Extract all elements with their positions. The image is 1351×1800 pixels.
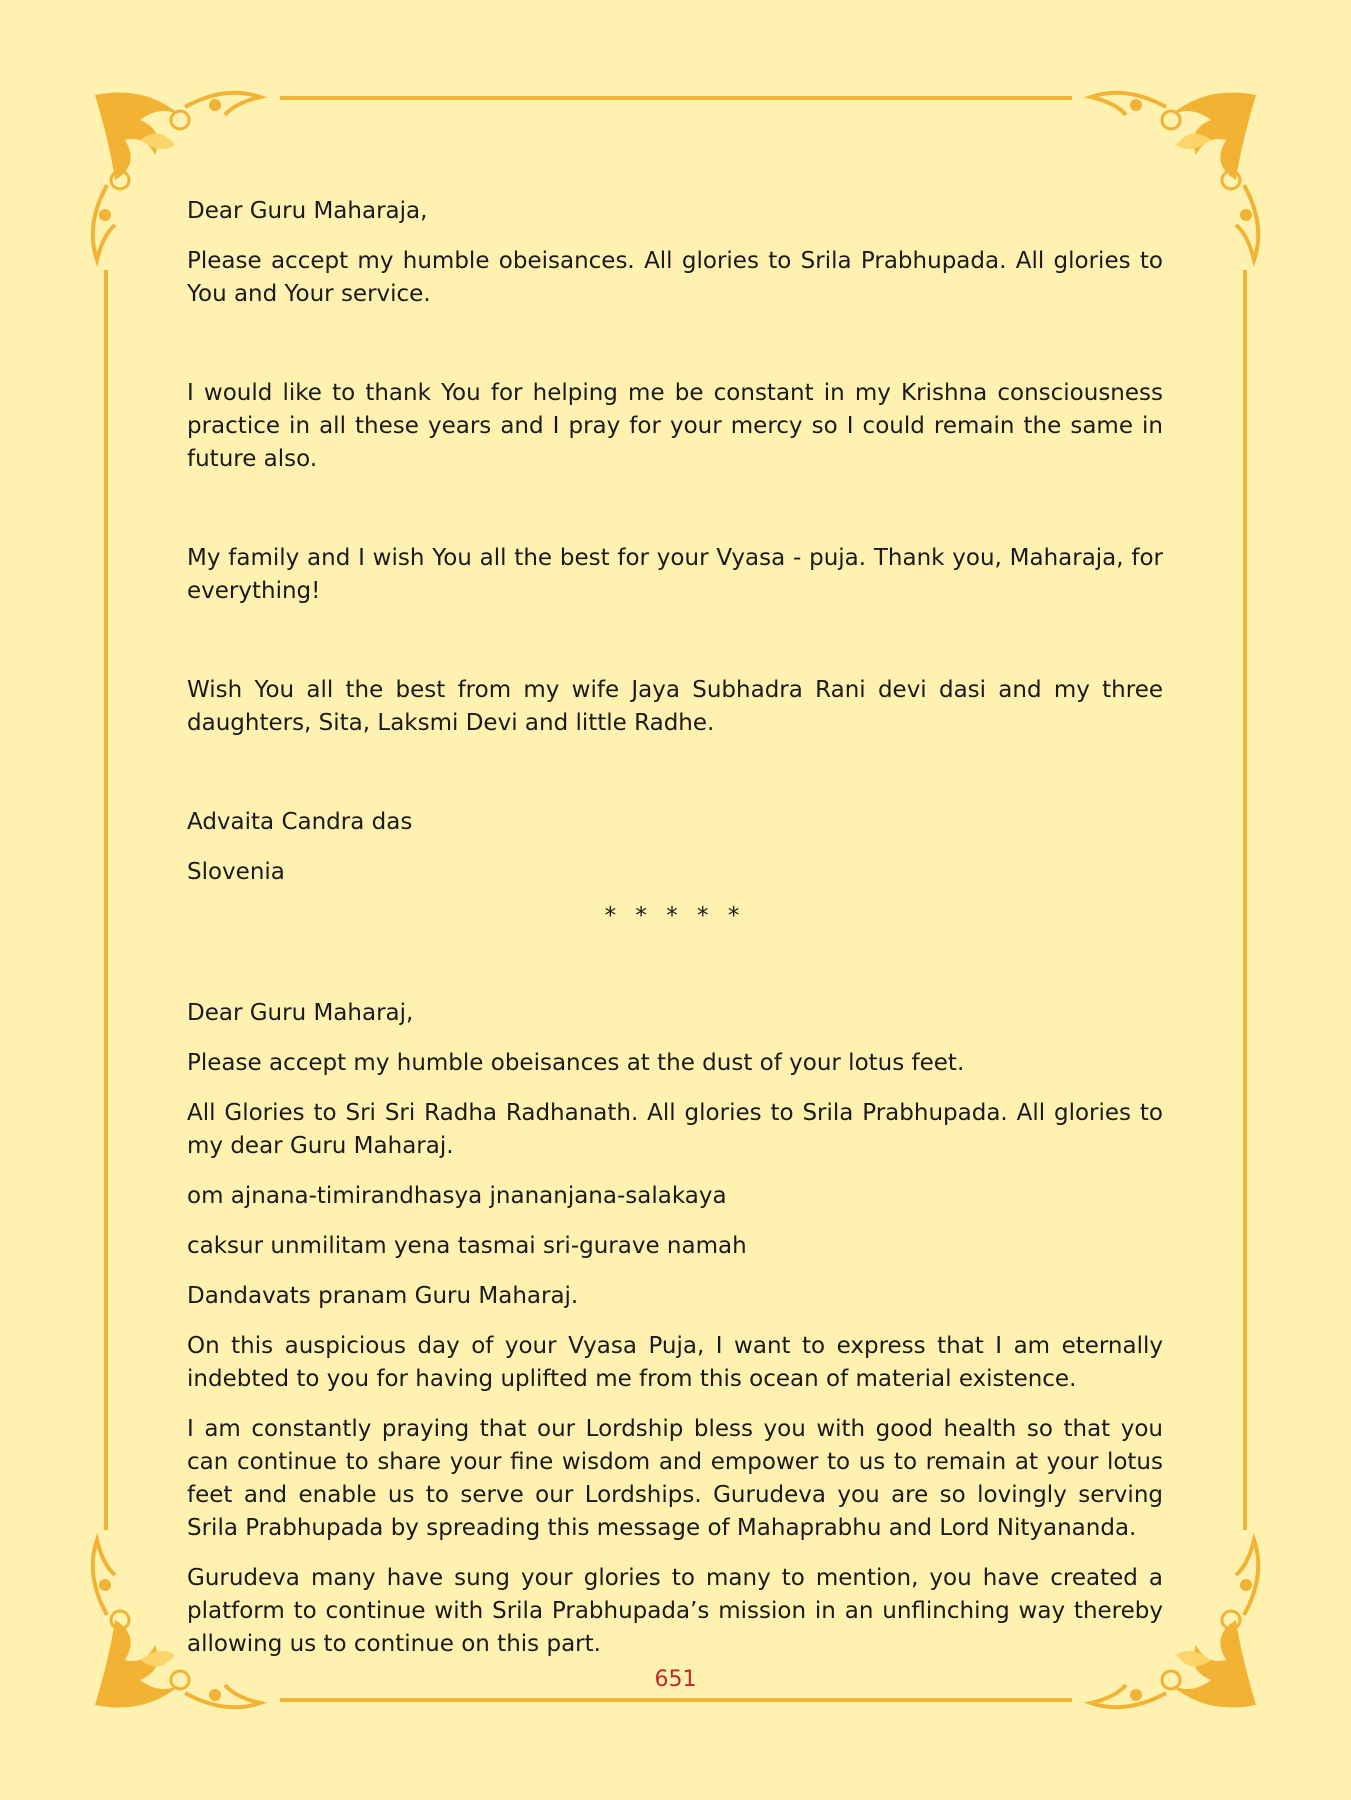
letter-body bbox=[187, 195, 1163, 1678]
letter2-paragraph: Gurudeva many have sung your glories to many to mention, you have created a platform to continue with Srila Prabhupada’s mission in an unflinching way thereby allowing us to continue on this part. bbox=[187, 1565, 1163, 1657]
letter2-paragraph: All Glories to Sri Sri Radha Radhanath. All glories to Srila Prabhupada. All glories to my dear Guru Maharaj. bbox=[187, 1100, 1163, 1159]
letter1-paragraph: My family and I wish You all the best for your Vyasa - puja. Thank you, Maharaja, for everything! bbox=[187, 545, 1163, 604]
letter2-paragraph: I am constantly praying that our Lordship bless you with good health so that you can continue to share your fine wisdom and empower to us to remain at your lotus feet and enable us to serve our Lordships. Gurudeva you are so lovingly serving Srila Prabhupada by spreading this message of Mahaprabhu and Lord Nityananda. bbox=[187, 1416, 1163, 1541]
letter2-verse-line: caksur unmilitam yena tasmai sri-gurave namah bbox=[187, 1233, 747, 1259]
letter1-salutation: Dear Guru Maharaja, bbox=[187, 198, 428, 224]
letter1-paragraph: I would like to thank You for helping me be constant in my Krishna consciousness practice in all these years and I pray for your mercy so I could remain the same in future also. bbox=[187, 380, 1163, 472]
letter1-location: Slovenia bbox=[187, 859, 285, 885]
letter2-verse-line: om ajnana-timirandhasya jnananjana-salakaya bbox=[187, 1183, 727, 1209]
letter2-salutation: Dear Guru Maharaj, bbox=[187, 1000, 414, 1026]
letter1-paragraph: Wish You all the best from my wife Jaya Subhadra Rani devi dasi and my three daughters, Sita, Laksmi Devi and little Radhe. bbox=[187, 677, 1163, 736]
letter2-paragraph: Please accept my humble obeisances at the dust of your lotus feet. bbox=[187, 1050, 965, 1076]
letter1-paragraph: Please accept my humble obeisances. All glories to Srila Prabhupada. All glories to You and Your service. bbox=[187, 248, 1163, 307]
letter1-signature: Advaita Candra das bbox=[187, 809, 413, 835]
section-separator: * * * * * bbox=[604, 903, 746, 929]
letter2-paragraph: Dandavats pranam Guru Maharaj. bbox=[187, 1283, 579, 1309]
letter2-paragraph: On this auspicious day of your Vyasa Puja, I want to express that I am eternally indebted to you for having uplifted me from this ocean of material existence. bbox=[187, 1333, 1163, 1392]
page-number: 651 bbox=[654, 1667, 697, 1692]
